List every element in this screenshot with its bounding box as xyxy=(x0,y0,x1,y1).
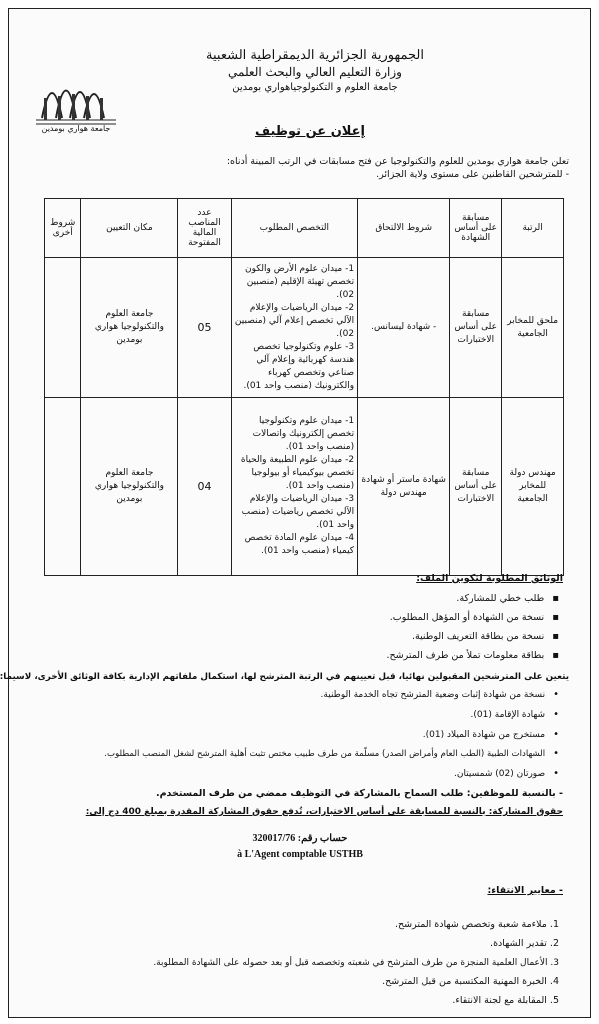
intro-line-1: تعلن جامعة هواري بومدين للعلوم والتكنولوجيا عن فتح مسابقات في الرتب المبينة أدناه: xyxy=(226,156,569,167)
intro-line-2: - للمترشحين القاطنين على مستوى ولاية الجزائر. xyxy=(376,169,569,180)
posts-cell: 05 xyxy=(178,258,231,398)
list-item: •شهادة الإقامة (01). xyxy=(470,709,559,720)
grade-cell: ملحق للمخابر الجامعية xyxy=(502,258,564,398)
account-number: حساب رقم: 320017/76 xyxy=(252,833,348,844)
logo-caption: جامعة هواري بومدين xyxy=(41,124,111,133)
header-conditions: شروط الالتحاق xyxy=(358,199,450,258)
header xyxy=(150,48,480,96)
table-row xyxy=(45,258,564,398)
list-item: ▪نسخة من الشهادة أو المؤهل المطلوب. xyxy=(389,612,559,623)
other-cell xyxy=(45,258,81,398)
page-title: إعلان عن توظيف xyxy=(255,124,365,139)
ministry-name: وزارة التعليم العالي والبحث العلمي xyxy=(228,65,402,79)
contest-cell: مسابقة على أساس الاختبارات xyxy=(450,398,502,576)
employees-note: - بالنسبة للموظفين: طلب السماح بالمشاركة في التوظيف ممضي من طرف المستخدم. xyxy=(155,788,563,799)
place-cell: جامعة العلوم والتكنولوجيا هواري بومدين xyxy=(81,398,178,576)
specialty-cell xyxy=(231,258,358,398)
header-posts: عدد المناصب المالية المفتوحة xyxy=(178,199,231,258)
header-other: شروط أخرى xyxy=(45,199,81,258)
list-item: 3. الأعمال العلمية المنجزة من طرف المترشح في شعبته وتخصصه قبل أو بعد حصوله على الشهادة المطلوبة. xyxy=(153,958,559,968)
header-specialty: التخصص المطلوب xyxy=(231,199,358,258)
place-cell: جامعة العلوم والتكنولوجيا هواري بومدين xyxy=(81,258,178,398)
list-item: ▪طلب خطي للمشاركة. xyxy=(456,593,559,604)
header-place: مكان التعيين xyxy=(81,199,178,258)
grade-cell: مهندس دولة للمخابر الجامعية xyxy=(502,398,564,576)
intro xyxy=(39,155,569,181)
criteria-heading: - معايير الانتقاء: xyxy=(487,885,563,896)
header-grade: الرتبة xyxy=(502,199,564,258)
account-holder: à L'Agent comptable USTHB xyxy=(237,849,363,860)
conditions-cell: - شهادة ليسانس. xyxy=(358,258,450,398)
list-item: •نسخة من شهادة إثبات وضعية المترشح تجاه الخدمة الوطنية. xyxy=(320,689,559,700)
list-item: ▪بطاقة معلومات تملأ من طرف المترشح. xyxy=(386,650,559,661)
list-item: •صورتان (02) شمسيتان. xyxy=(453,768,559,779)
list-item: 4. الخبرة المهنية المكتسبة من قبل المترشح. xyxy=(382,976,559,987)
list-item: 1. ملاءمة شعبة وتخصص شهادة المترشح. xyxy=(394,919,559,930)
table-header-row xyxy=(45,199,564,258)
republic-name: الجمهورية الجزائرية الديمقراطية الشعبية xyxy=(206,48,424,63)
list-item: ▪نسخة من بطاقة التعريف الوطنية. xyxy=(411,631,559,642)
positions-table xyxy=(44,198,564,576)
accepted-heading: يتعين على المترشحين المقبولين نهائيا، قبل تعيينهم في الرتبة المترشح لها، استكمال ملفاتهم الإدارية بكافة الوثائق الأخرى، لاسيما: xyxy=(0,672,569,682)
table-row xyxy=(45,398,564,576)
specialty-item: 2- ميدان الرياضيات والإعلام الآلي تخصص إعلام آلي (منصبين 02). xyxy=(234,302,355,339)
list-item: 5. المقابلة مع لجنة الانتقاء. xyxy=(452,995,559,1006)
list-item: 2. تقدير الشهادة. xyxy=(490,938,559,949)
fees-note: حقوق المشاركة: بالنسبة للمسابقة على أساس الاختبارات، تُدفع حقوق المشاركة المقدرة بمبلغ 400 دج إلى: xyxy=(85,807,563,817)
specialty-item: 1- ميدان علوم الأرض والكون تخصص تهيئة الإقليم (منصبين 02). xyxy=(245,263,355,300)
list-item: •الشهادات الطبية (الطب العام وأمراض الصدر) مسلّمة من طرف طبيب مختص تثبت أهلية المترشح لشغل المنصب المطلوب. xyxy=(104,748,559,759)
specialty-cell xyxy=(231,398,358,576)
specialty-item: 3- ميدان الرياضيات والإعلام الآلي تخصص رياضيات (منصب واحد 01). xyxy=(241,494,355,530)
contest-cell: مسابقة على أساس الاختبارات xyxy=(450,258,502,398)
conditions-cell: شهادة ماستر أو شهادة مهندس دولة xyxy=(358,398,450,576)
posts-cell: 04 xyxy=(178,398,231,576)
list-item: •مستخرج من شهادة الميلاد (01). xyxy=(422,729,559,740)
specialty-item: 3- علوم وتكنولوجيا تخصص هندسة كهربائية وإعلام آلي صناعي وتخصص كهرباء والكترونيك (منصب واحد 01). xyxy=(243,341,355,391)
other-cell xyxy=(45,398,81,576)
university-name: جامعة العلوم و التكنولوجياهواري بومدين xyxy=(232,82,398,93)
specialty-item: 4- ميدان علوم المادة تخصص كيمياء (منصب واحد 01). xyxy=(244,533,355,556)
documents-heading: الوثائق المطلوبة لتكوين الملف: xyxy=(416,573,563,584)
header-contest: مسابقة على أساس الشهادة xyxy=(450,199,502,258)
specialty-item: 1- ميدان علوم وتكنولوجيا تخصص إلكترونيك واتصالات (منصب واحد 01). xyxy=(252,416,355,452)
specialty-item: 2- ميدان علوم الطبيعة والحياة تخصص بيوكيمياء أو بيولوجيا (منصب واحد 01). xyxy=(240,455,355,491)
